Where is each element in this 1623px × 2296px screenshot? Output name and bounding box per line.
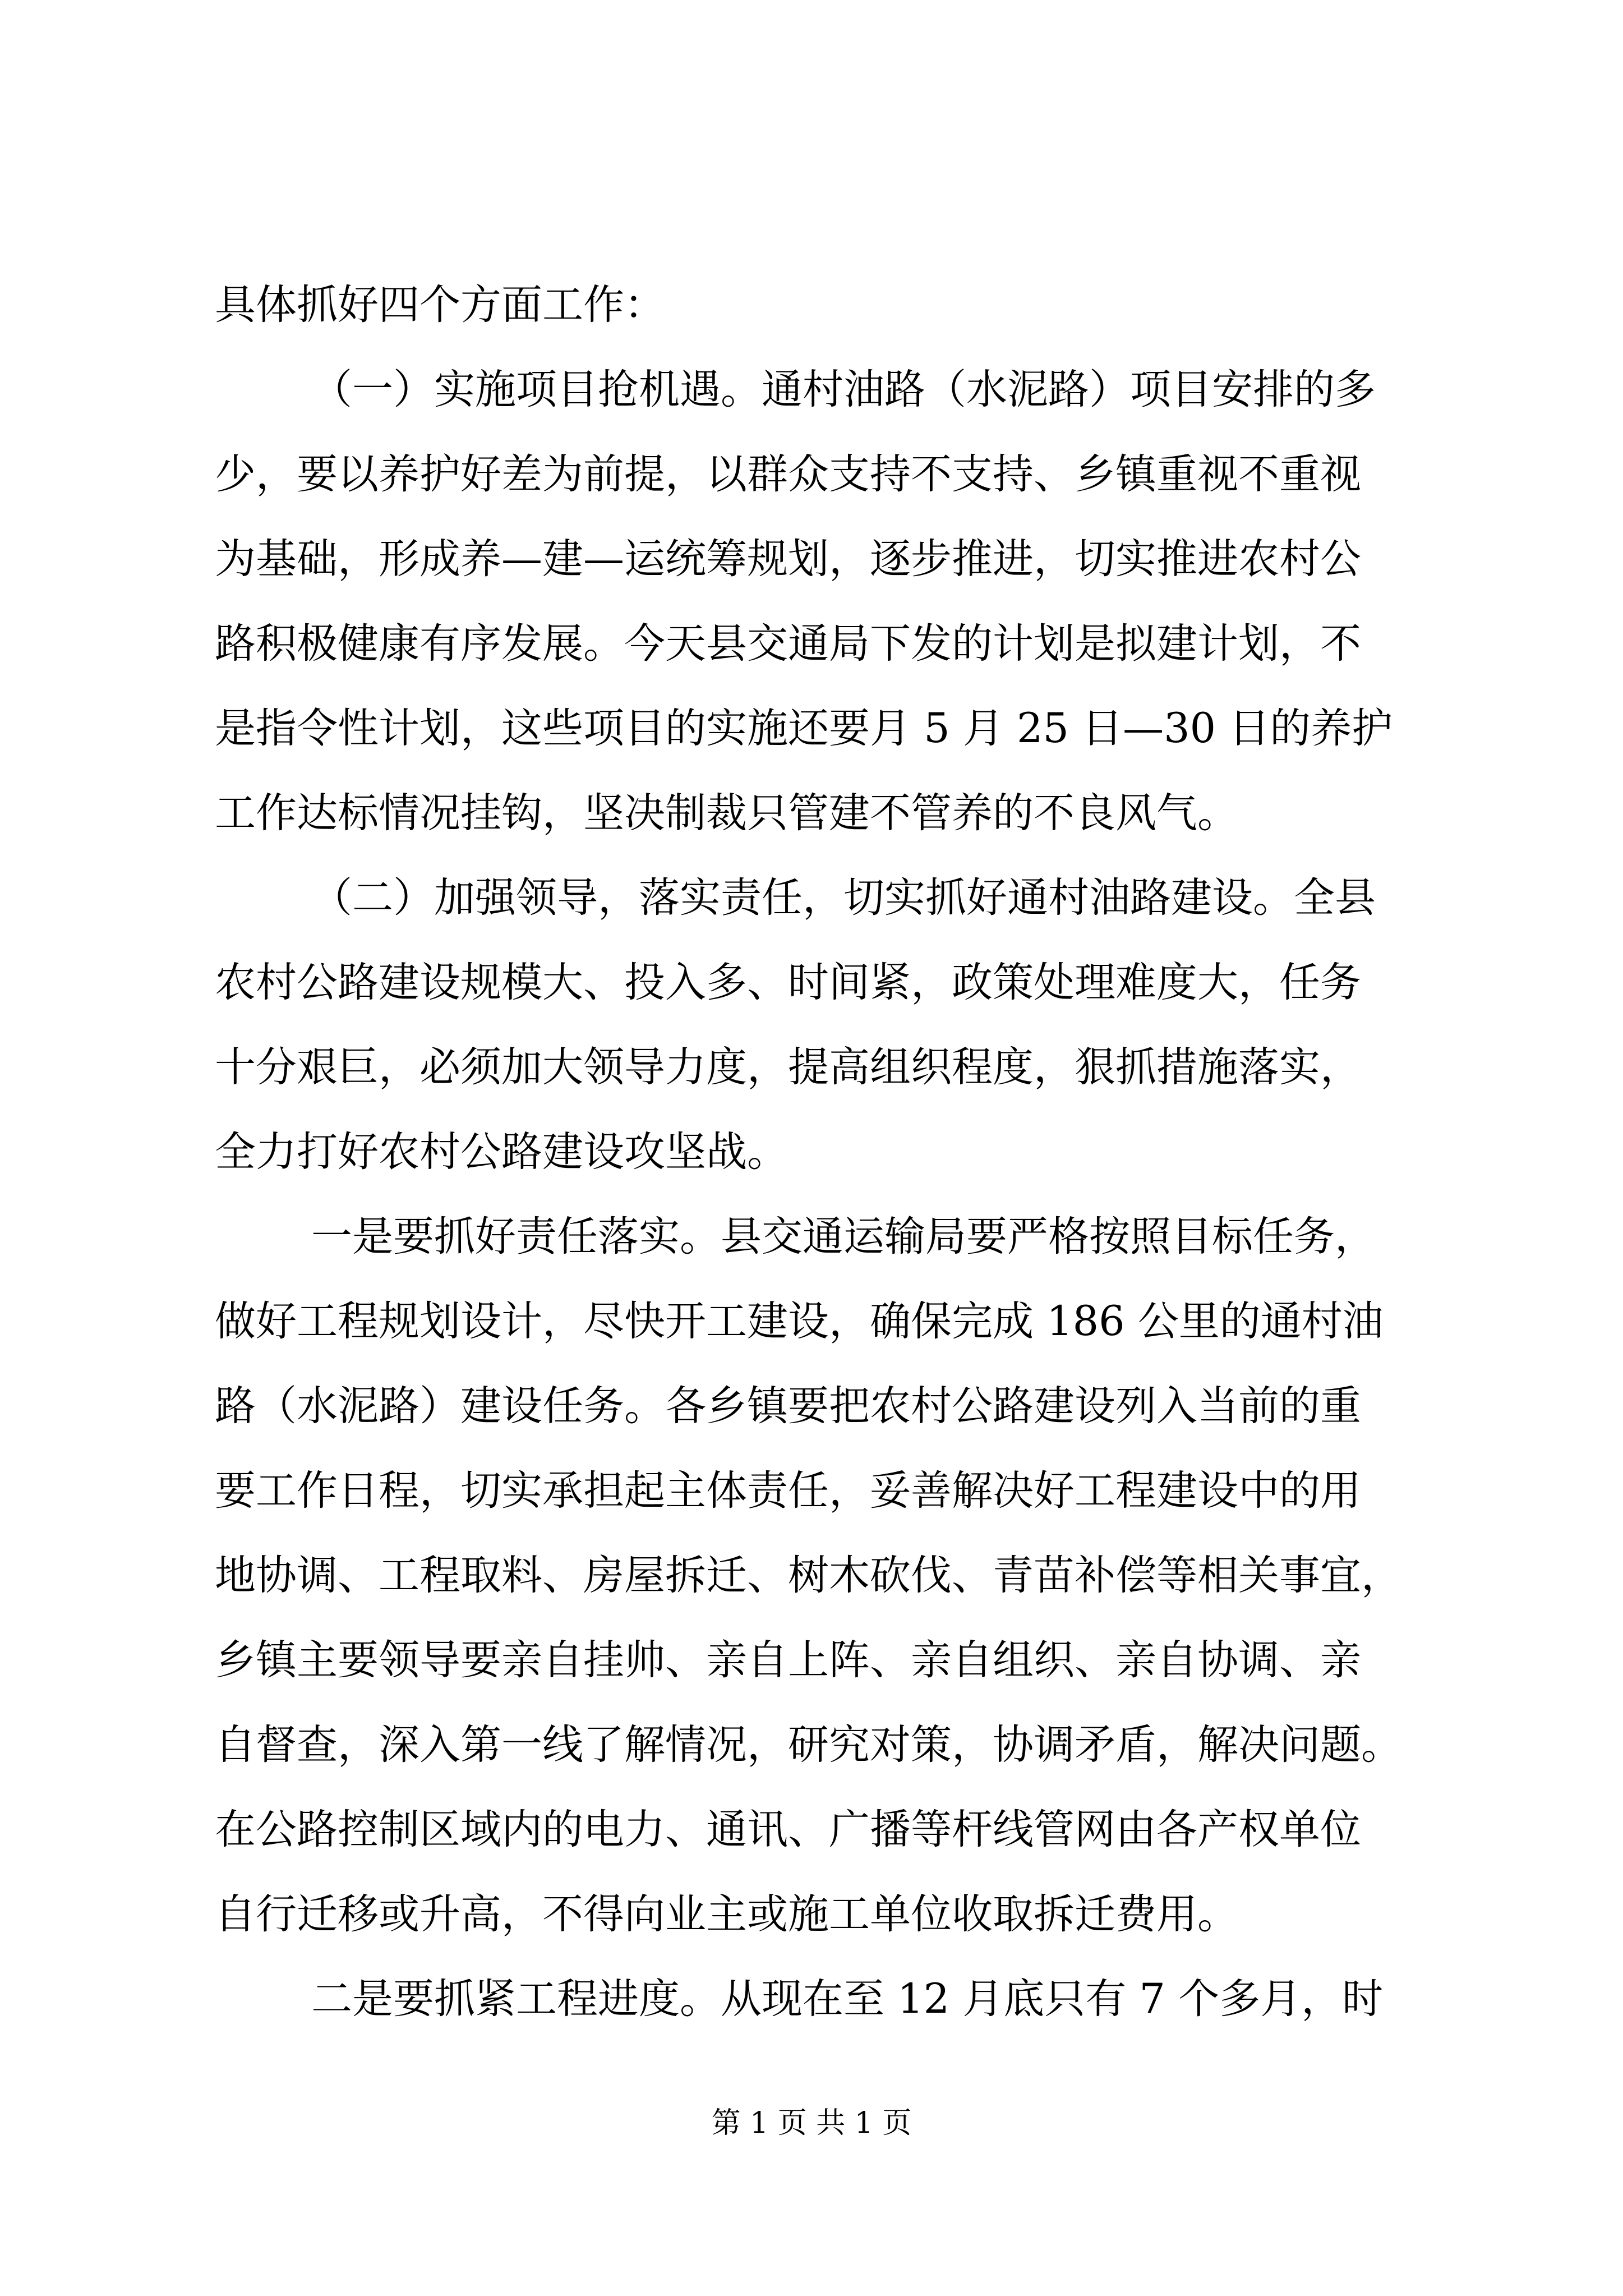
- text-line-10: 十分艰巨，必须加大领导力度，提高组织程度，狠抓措施落实，: [215, 1043, 1361, 1091]
- text-line-17: 乡镇主要领导要亲自挂帅、亲自上阵、亲自组织、亲自协调、亲: [215, 1636, 1361, 1684]
- text-line-2: （一）实施项目抢机遇。通村油路（水泥路）项目安排的多: [311, 366, 1376, 413]
- text-line-9: 农村公路建设规模大、投入多、时间紧，政策处理难度大，任务: [215, 959, 1361, 1006]
- text-line-5: 路积极健康有序发展。今天县交通局下发的计划是拟建计划，不: [215, 620, 1361, 668]
- text-line-19: 在公路控制区域内的电力、通讯、广播等杆线管网由各产权单位: [215, 1806, 1361, 1853]
- text-line-3: 少，要以养护好差为前提，以群众支持不支持、乡镇重视不重视: [215, 450, 1361, 498]
- text-line-4: 为基础，形成养—建—运统筹规划，逐步推进，切实推进农村公: [215, 535, 1361, 583]
- text-line-8: （二）加强领导，落实责任，切实抓好通村油路建设。全县: [311, 874, 1376, 922]
- text-line-20: 自行迁移或升高，不得向业主或施工单位收取拆迁费用。: [215, 1890, 1238, 1938]
- text-line-16: 地协调、工程取料、房屋拆迁、树木砍伐、青苗补偿等相关事宜，: [215, 1552, 1402, 1599]
- page-footer: 第 1 页 共 1 页: [711, 2106, 912, 2140]
- text-line-15: 要工作日程，切实承担起主体责任，妥善解决好工程建设中的用: [215, 1467, 1361, 1515]
- text-line-13: 做好工程规划设计，尽快开工建设，确保完成 186 公里的通村油: [215, 1297, 1384, 1345]
- text-line-14: 路（水泥路）建设任务。各乡镇要把农村公路建设列入当前的重: [215, 1382, 1361, 1430]
- text-line-18: 自督查，深入第一线了解情况，研究对策，协调矛盾，解决问题。: [215, 1721, 1402, 1769]
- text-line-21: 二是要抓紧工程进度。从现在至 12 月底只有 7 个多月，时: [311, 1975, 1384, 2023]
- document-body: [215, 263, 1449, 2041]
- text-line-11: 全力打好农村公路建设攻坚战。: [215, 1128, 788, 1176]
- text-line-7: 工作达标情况挂钩，坚决制裁只管建不管养的不良风气。: [215, 789, 1238, 837]
- text-line-1: 具体抓好四个方面工作：: [215, 281, 665, 329]
- text-line-12: 一是要抓好责任落实。县交通运输局要严格按照目标任务，: [311, 1213, 1376, 1260]
- text-line-6: 是指令性计划，这些项目的实施还要月 5 月 25 日—30 日的养护: [215, 705, 1393, 752]
